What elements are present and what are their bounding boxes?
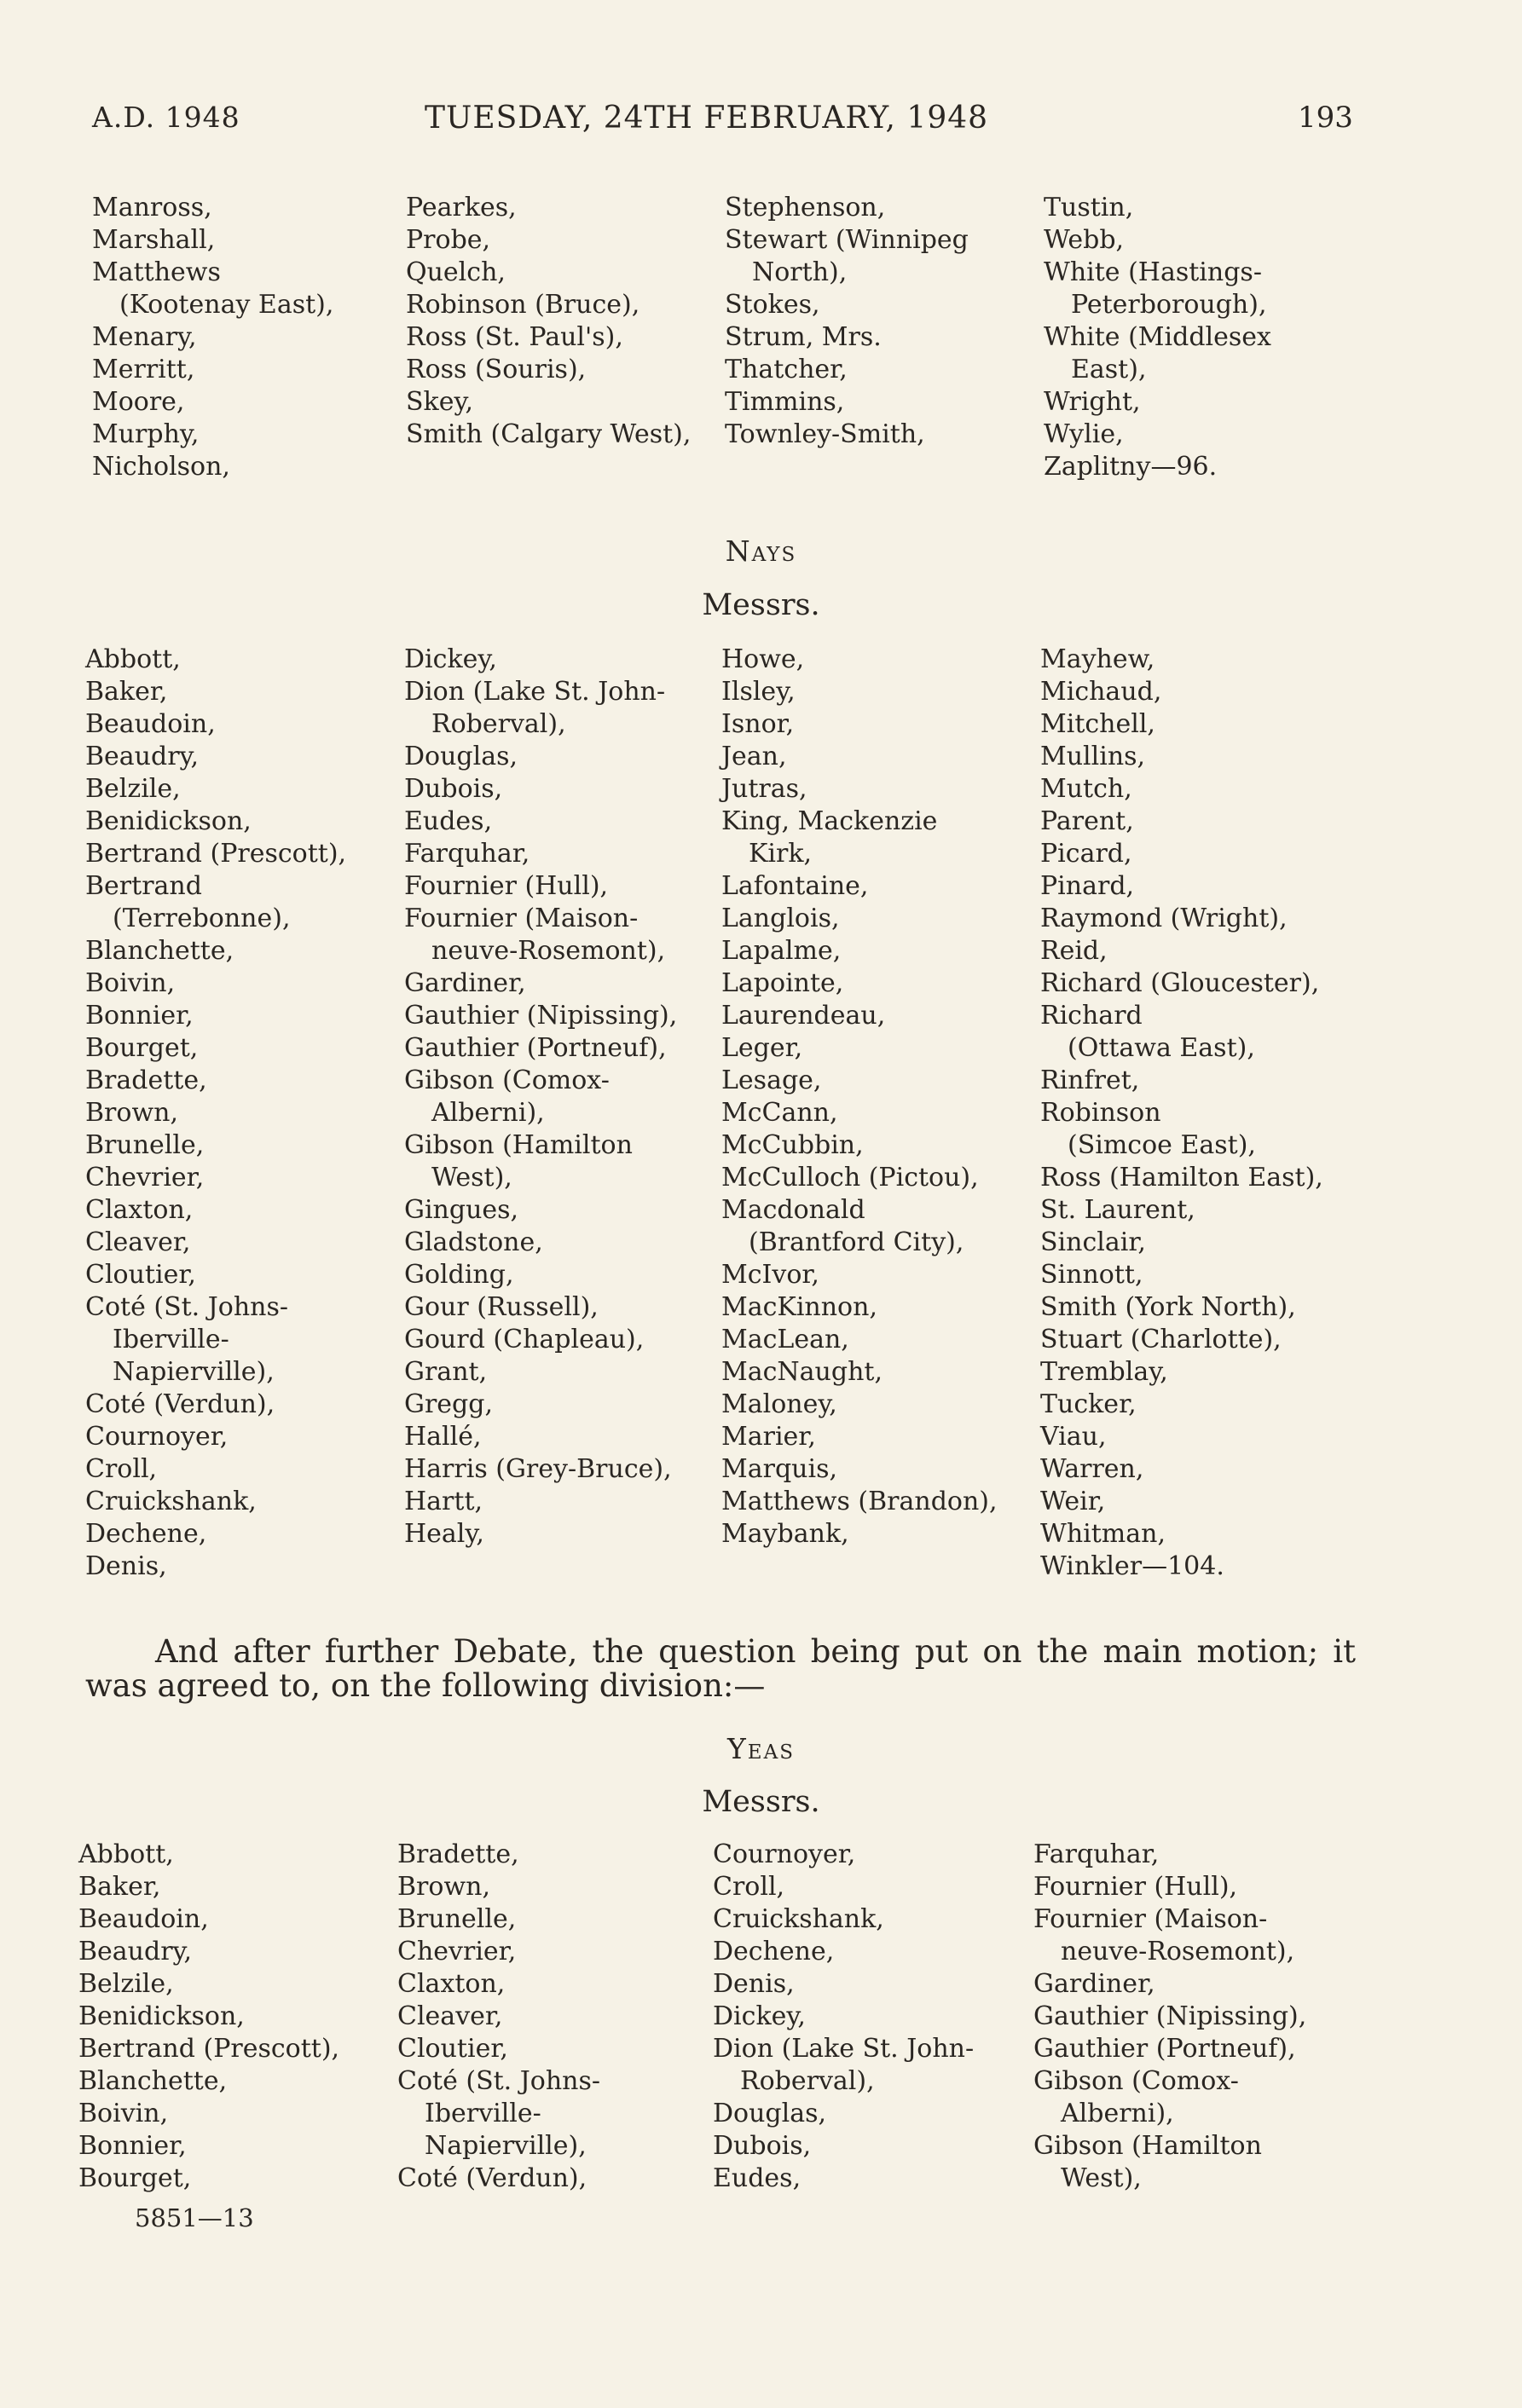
yeas-column bbox=[78, 1839, 339, 2195]
member-name: Abbott, bbox=[85, 644, 181, 674]
member-name: Richard bbox=[1040, 1001, 1143, 1031]
member-name: Farquhar, bbox=[404, 839, 530, 869]
nays-messrs: Messrs. bbox=[702, 588, 820, 622]
page-number: 193 bbox=[1298, 101, 1353, 135]
member-name: Hartt, bbox=[404, 1487, 483, 1516]
member-name: (Brantford City), bbox=[749, 1227, 964, 1257]
header-date: TUESDAY, 24TH FEBRUARY, 1948 bbox=[425, 101, 989, 136]
member-name: neuve-Rosemont), bbox=[1061, 1937, 1295, 1966]
member-name: Stewart (Winnipeg bbox=[725, 225, 969, 255]
member-name: Isnor, bbox=[721, 709, 795, 739]
member-name: Napierville), bbox=[113, 1357, 275, 1387]
member-name: West), bbox=[1061, 2163, 1142, 2193]
member-name: Mullins, bbox=[1040, 742, 1146, 771]
nays-column bbox=[404, 644, 677, 1550]
member-name: Chevrier, bbox=[85, 1163, 205, 1192]
yeas-messrs: Messrs. bbox=[702, 1785, 820, 1819]
member-name: Mayhew, bbox=[1040, 644, 1155, 674]
member-name: Robinson bbox=[1040, 1098, 1161, 1128]
page-header bbox=[0, 101, 1522, 143]
member-name: Beaudoin, bbox=[85, 709, 216, 739]
member-name: Gauthier (Nipissing), bbox=[1033, 2001, 1307, 2031]
member-name: Winkler—104. bbox=[1040, 1551, 1224, 1581]
section1-column bbox=[1044, 192, 1271, 483]
member-name: Dickey, bbox=[713, 2001, 806, 2031]
member-name: Cleaver, bbox=[397, 2001, 503, 2031]
member-name: Howe, bbox=[721, 644, 805, 674]
member-name: Townley-Smith, bbox=[725, 419, 925, 449]
member-name: White (Middlesex bbox=[1044, 322, 1271, 352]
division-paragraph bbox=[85, 1635, 1356, 1703]
member-name: Alberni), bbox=[1061, 2099, 1174, 2128]
member-name: West), bbox=[431, 1163, 512, 1192]
nays-column bbox=[85, 644, 346, 1583]
member-name: McCubbin, bbox=[721, 1130, 864, 1160]
member-name: Cruickshank, bbox=[713, 1904, 884, 1934]
member-name: Bonnier, bbox=[78, 2131, 187, 2161]
yeas-heading: Yeas bbox=[727, 1732, 795, 1765]
member-name: Benidickson, bbox=[85, 806, 252, 836]
member-name: Parent, bbox=[1040, 806, 1134, 836]
nays-heading: Nays bbox=[725, 534, 797, 568]
member-name: Fournier (Maison- bbox=[404, 904, 639, 933]
member-name: Lapalme, bbox=[721, 936, 842, 966]
member-name: Gibson (Comox- bbox=[1033, 2066, 1239, 2096]
member-name: Fournier (Hull), bbox=[1033, 1872, 1238, 1902]
member-name: Mutch, bbox=[1040, 774, 1132, 804]
member-name: Ross (St. Paul's), bbox=[406, 322, 623, 352]
member-name: Beaudoin, bbox=[78, 1904, 209, 1934]
member-name: Kirk, bbox=[749, 839, 813, 869]
member-name: Baker, bbox=[85, 677, 168, 707]
member-name: Cleaver, bbox=[85, 1227, 191, 1257]
printer-signature: 5851—13 bbox=[135, 2203, 254, 2232]
member-name: Gladstone, bbox=[404, 1227, 543, 1257]
member-name: Gauthier (Portneuf), bbox=[1033, 2034, 1296, 2064]
member-name: McCulloch (Pictou), bbox=[721, 1163, 979, 1192]
member-name: Richard (Gloucester), bbox=[1040, 968, 1320, 998]
member-name: King, Mackenzie bbox=[721, 806, 938, 836]
member-name: Baker, bbox=[78, 1872, 161, 1902]
member-name: Blanchette, bbox=[85, 936, 234, 966]
member-name: Macdonald bbox=[721, 1195, 865, 1225]
member-name: Weir, bbox=[1040, 1487, 1106, 1516]
member-name: Bradette, bbox=[85, 1065, 207, 1095]
member-name: Marquis, bbox=[721, 1454, 837, 1484]
member-name: Dion (Lake St. John- bbox=[713, 2034, 975, 2064]
member-name: Blanchette, bbox=[78, 2066, 228, 2096]
member-name: Marier, bbox=[721, 1422, 816, 1452]
member-name: Ross (Souris), bbox=[406, 355, 587, 384]
member-name: Dubois, bbox=[713, 2131, 812, 2161]
member-name: Stuart (Charlotte), bbox=[1040, 1325, 1282, 1354]
member-name: Pearkes, bbox=[406, 193, 517, 222]
member-name: MacKinnon, bbox=[721, 1292, 877, 1322]
member-name: Abbott, bbox=[78, 1839, 174, 1869]
member-name: Gardiner, bbox=[1033, 1969, 1155, 1999]
member-name: Wylie, bbox=[1044, 419, 1124, 449]
member-name: Jean, bbox=[721, 742, 787, 771]
member-name: Picard, bbox=[1040, 839, 1132, 869]
member-name: Cloutier, bbox=[397, 2034, 508, 2064]
member-name: Gour (Russell), bbox=[404, 1292, 599, 1322]
member-name: Webb, bbox=[1044, 225, 1125, 255]
member-name: Probe, bbox=[406, 225, 491, 255]
member-name: Bonnier, bbox=[85, 1001, 194, 1031]
member-name: Sinclair, bbox=[1040, 1227, 1146, 1257]
member-name: Ross (Hamilton East), bbox=[1040, 1163, 1323, 1192]
member-name: Moore, bbox=[92, 387, 185, 417]
member-name: Croll, bbox=[85, 1454, 158, 1484]
member-name: Timmins, bbox=[725, 387, 845, 417]
member-name: Healy, bbox=[404, 1519, 484, 1549]
member-name: Viau, bbox=[1040, 1422, 1107, 1452]
member-name: (Simcoe East), bbox=[1068, 1130, 1256, 1160]
member-name: Gibson (Hamilton bbox=[404, 1130, 633, 1160]
member-name: Gingues, bbox=[404, 1195, 519, 1225]
member-name: Ilsley, bbox=[721, 677, 796, 707]
member-name: Hallé, bbox=[404, 1422, 482, 1452]
member-name: Coté (St. Johns- bbox=[397, 2066, 601, 2096]
member-name: neuve-Rosemont), bbox=[431, 936, 666, 966]
member-name: Boivin, bbox=[78, 2099, 169, 2128]
member-name: Michaud, bbox=[1040, 677, 1162, 707]
member-name: Rinfret, bbox=[1040, 1065, 1140, 1095]
member-name: Roberval), bbox=[431, 709, 566, 739]
member-name: Brown, bbox=[397, 1872, 490, 1902]
member-name: Smith (York North), bbox=[1040, 1292, 1296, 1322]
member-name: Claxton, bbox=[397, 1969, 506, 1999]
member-name: McCann, bbox=[721, 1098, 838, 1128]
yeas-column bbox=[713, 1839, 974, 2195]
member-name: McIvor, bbox=[721, 1260, 819, 1290]
member-name: Langlois, bbox=[721, 904, 840, 933]
member-name: Lesage, bbox=[721, 1065, 822, 1095]
member-name: Cournoyer, bbox=[85, 1422, 229, 1452]
member-name: Beaudry, bbox=[85, 742, 200, 771]
member-name: Golding, bbox=[404, 1260, 514, 1290]
nays-column bbox=[1040, 644, 1323, 1583]
member-name: Stephenson, bbox=[725, 193, 886, 222]
member-name: Dubois, bbox=[404, 774, 503, 804]
member-name: Stokes, bbox=[725, 290, 820, 320]
nays-column bbox=[721, 644, 998, 1550]
member-name: Fournier (Maison- bbox=[1033, 1904, 1268, 1934]
member-name: Grant, bbox=[404, 1357, 488, 1387]
member-name: Brunelle, bbox=[85, 1130, 205, 1160]
member-name: Lafontaine, bbox=[721, 871, 869, 901]
member-name: (Ottawa East), bbox=[1068, 1033, 1255, 1063]
section1-column bbox=[92, 192, 333, 483]
member-name: Denis, bbox=[85, 1551, 167, 1581]
member-name: Dion (Lake St. John- bbox=[404, 677, 666, 707]
member-name: Matthews (Brandon), bbox=[721, 1487, 998, 1516]
member-name: Iberville- bbox=[425, 2099, 541, 2128]
member-name: Marshall, bbox=[92, 225, 216, 255]
member-name: Leger, bbox=[721, 1033, 803, 1063]
member-name: (Kootenay East), bbox=[119, 290, 334, 320]
member-name: Raymond (Wright), bbox=[1040, 904, 1288, 933]
member-name: Smith (Calgary West), bbox=[406, 419, 692, 449]
member-name: Lapointe, bbox=[721, 968, 844, 998]
member-name: Fournier (Hull), bbox=[404, 871, 609, 901]
member-name: Tustin, bbox=[1044, 193, 1134, 222]
member-name: Croll, bbox=[713, 1872, 785, 1902]
member-name: Mitchell, bbox=[1040, 709, 1155, 739]
yeas-column bbox=[397, 1839, 600, 2195]
member-name: Matthews bbox=[92, 257, 221, 287]
member-name: Dickey, bbox=[404, 644, 497, 674]
member-name: Denis, bbox=[713, 1969, 795, 1999]
member-name: Boivin, bbox=[85, 968, 176, 998]
member-name: Brown, bbox=[85, 1098, 178, 1128]
member-name: Gregg, bbox=[404, 1389, 494, 1419]
member-name: Iberville- bbox=[113, 1325, 229, 1354]
member-name: Alberni), bbox=[431, 1098, 545, 1128]
member-name: Beaudry, bbox=[78, 1937, 193, 1966]
member-name: Jutras, bbox=[721, 774, 807, 804]
member-name: Cournoyer, bbox=[713, 1839, 856, 1869]
member-name: Douglas, bbox=[713, 2099, 827, 2128]
member-name: Bertrand (Prescott), bbox=[78, 2034, 340, 2064]
member-name: Sinnott, bbox=[1040, 1260, 1143, 1290]
member-name: Bertrand bbox=[85, 871, 202, 901]
member-name: Skey, bbox=[406, 387, 473, 417]
member-name: Eudes, bbox=[404, 806, 493, 836]
member-name: Gibson (Hamilton bbox=[1033, 2131, 1262, 2161]
member-name: Dechene, bbox=[85, 1519, 207, 1549]
member-name: Cruickshank, bbox=[85, 1487, 257, 1516]
member-name: North), bbox=[752, 257, 848, 287]
member-name: Laurendeau, bbox=[721, 1001, 886, 1031]
member-name: Bourget, bbox=[85, 1033, 199, 1063]
member-name: Bertrand (Prescott), bbox=[85, 839, 347, 869]
member-name: Coté (Verdun), bbox=[397, 2163, 587, 2193]
member-name: Pinard, bbox=[1040, 871, 1135, 901]
section1-column bbox=[406, 192, 691, 451]
member-name: Cloutier, bbox=[85, 1260, 196, 1290]
member-name: Murphy, bbox=[92, 419, 200, 449]
member-name: Strum, Mrs. bbox=[725, 322, 882, 352]
member-name: Manross, bbox=[92, 193, 212, 222]
member-name: MacLean, bbox=[721, 1325, 849, 1354]
member-name: Chevrier, bbox=[397, 1937, 517, 1966]
member-name: Coté (St. Johns- bbox=[85, 1292, 289, 1322]
member-name: Bradette, bbox=[397, 1839, 519, 1869]
member-name: Thatcher, bbox=[725, 355, 848, 384]
member-name: Gauthier (Nipissing), bbox=[404, 1001, 678, 1031]
member-name: Whitman, bbox=[1040, 1519, 1166, 1549]
section1-column bbox=[725, 192, 969, 451]
member-name: Warren, bbox=[1040, 1454, 1144, 1484]
member-name: Dechene, bbox=[713, 1937, 835, 1966]
member-name: Peterborough), bbox=[1071, 290, 1267, 320]
member-name: St. Laurent, bbox=[1040, 1195, 1195, 1225]
member-name: Menary, bbox=[92, 322, 197, 352]
member-name: (Terrebonne), bbox=[113, 904, 291, 933]
member-name: Belzile, bbox=[78, 1969, 174, 1999]
member-name: MacNaught, bbox=[721, 1357, 883, 1387]
header-year: A.D. 1948 bbox=[92, 101, 240, 134]
member-name: Reid, bbox=[1040, 936, 1108, 966]
member-name: Bourget, bbox=[78, 2163, 192, 2193]
yeas-column bbox=[1033, 1839, 1306, 2195]
paragraph-text: And after further Debate, the question being put on the main motion; it was agreed to, on the following division:— bbox=[85, 1633, 1356, 1704]
member-name: Douglas, bbox=[404, 742, 518, 771]
member-name: Harris (Grey-Bruce), bbox=[404, 1454, 672, 1484]
member-name: Wright, bbox=[1044, 387, 1141, 417]
member-name: Gourd (Chapleau), bbox=[404, 1325, 645, 1354]
member-name: Tremblay, bbox=[1040, 1357, 1168, 1387]
member-name: Napierville), bbox=[425, 2131, 587, 2161]
member-name: Eudes, bbox=[713, 2163, 802, 2193]
member-name: Gardiner, bbox=[404, 968, 526, 998]
member-name: Coté (Verdun), bbox=[85, 1389, 275, 1419]
member-name: Tucker, bbox=[1040, 1389, 1137, 1419]
member-name: Zaplitny—96. bbox=[1044, 452, 1218, 482]
member-name: Farquhar, bbox=[1033, 1839, 1160, 1869]
member-name: Robinson (Bruce), bbox=[406, 290, 640, 320]
member-name: Brunelle, bbox=[397, 1904, 517, 1934]
member-name: White (Hastings- bbox=[1044, 257, 1262, 287]
member-name: Gauthier (Portneuf), bbox=[404, 1033, 667, 1063]
member-name: East), bbox=[1071, 355, 1147, 384]
member-name: Benidickson, bbox=[78, 2001, 245, 2031]
member-name: Belzile, bbox=[85, 774, 181, 804]
member-name: Maloney, bbox=[721, 1389, 837, 1419]
member-name: Quelch, bbox=[406, 257, 506, 287]
member-name: Merritt, bbox=[92, 355, 195, 384]
member-name: Maybank, bbox=[721, 1519, 849, 1549]
member-name: Roberval), bbox=[740, 2066, 875, 2096]
member-name: Claxton, bbox=[85, 1195, 194, 1225]
member-name: Gibson (Comox- bbox=[404, 1065, 610, 1095]
member-name: Nicholson, bbox=[92, 452, 230, 482]
